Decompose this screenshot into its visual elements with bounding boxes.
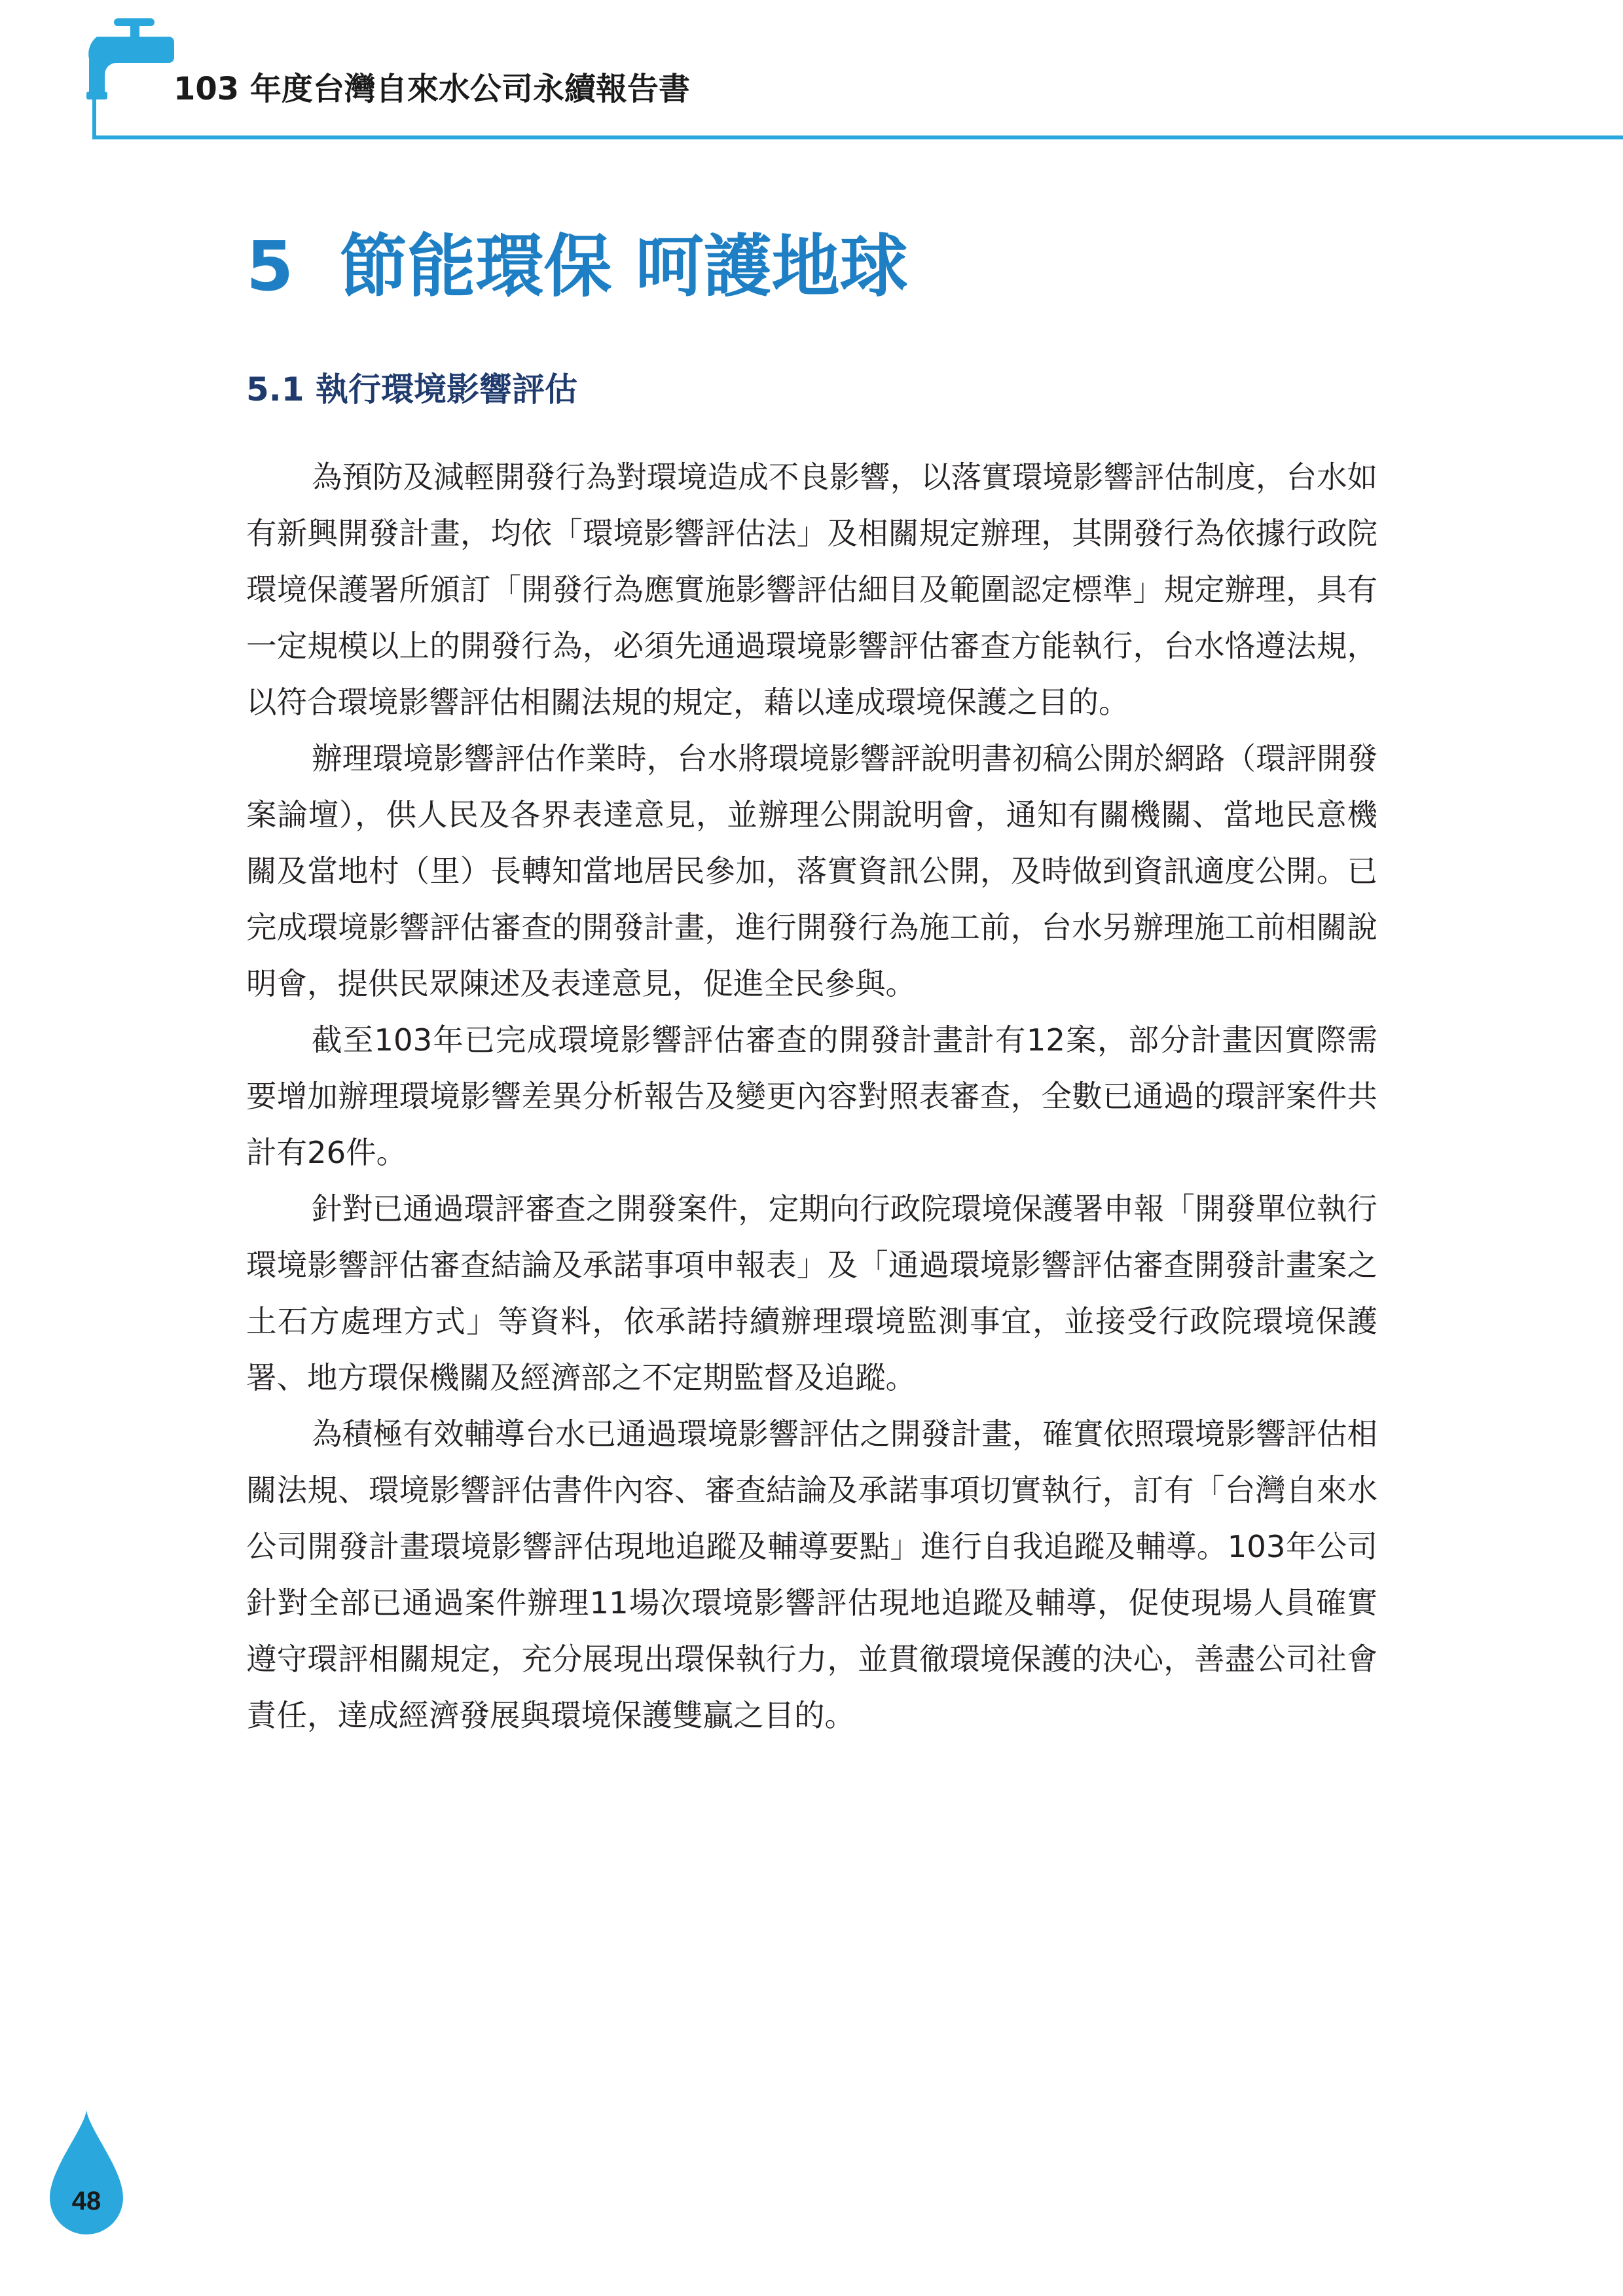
water-drop-icon — [50, 2110, 123, 2234]
paragraph: 針對已通過環評審查之開發案件，定期向行政院環境保護署申報「開發單位執行環境影響評估審查結論及承諾事項申報表」及「通過環境影響評估審查開發計畫案之土石方處理方式」等資料，依承諾持續辦理環境監測事宜，並接受行政院環境保護署、地方環保機關及經濟部之不定期監督及追蹤。 — [246, 1191, 1377, 1395]
section-title: 5.1 執行環境影響評估 — [246, 370, 577, 408]
paragraph: 為積極有效輔導台水已通過環境影響評估之開發計畫，確實依照環境影響評估相關法規、環境影響評估書件內容、審查結論及承諾事項切實執行，訂有「台灣自來水公司開發計畫環境影響評估現地追蹤及輔導要點」進行自我追蹤及輔導。103年公司針對全部已通過案件辦理11場次環境影響評估現地追蹤及輔導，促使現場人員確實遵守環評相關規定，充分展現出環保執行力，並貫徹環境保護的決心，善盡公司社會責任，達成經濟發展與環境保護雙贏之目的。 — [246, 1416, 1377, 1733]
chapter-title — [246, 226, 908, 306]
paragraph: 辦理環境影響評估作業時，台水將環境影響評說明書初稿公開於網路（環評開發案論壇），供人民及各界表達意見，並辦理公開說明會，通知有關機關、當地民意機關及當地村（里）長轉知當地居民參加，落實資訊公開，及時做到資訊適度公開。已完成環境影響評估審查的開發計畫，進行開發行為施工前，台水另辦理施工前相關說明會，提供民眾陳述及表達意見，促進全民參與。 — [246, 741, 1377, 1001]
page-number: 48 — [71, 2187, 101, 2215]
header-rule — [92, 135, 1623, 139]
chapter-number: 5 — [246, 226, 294, 306]
chapter-name: 節能環保 呵護地球 — [339, 226, 908, 306]
report-title: 103 年度台灣自來水公司永續報告書 — [173, 71, 690, 107]
paragraph: 為預防及減輕開發行為對環境造成不良影響，以落實環境影響評估制度，台水如有新興開發計畫，均依「環境影響評估法」及相關規定辦理，其開發行為依據行政院環境保護署所頒訂「開發行為應實施影響評估細目及範圍認定標準」規定辦理，具有一定規模以上的開發行為，必須先通過環境影響評估審查方能執行，台水恪遵法規，以符合環境影響評估相關法規的規定，藉以達成環境保護之目的。 — [246, 459, 1377, 720]
header-rule-vertical — [92, 79, 96, 139]
body-text — [246, 449, 1377, 1744]
paragraph: 截至103年已完成環境影響評估審查的開發計畫計有12案，部分計畫因實際需要增加辦理環境影響差異分析報告及變更內容對照表審查，全數已通過的環評案件共計有26件。 — [246, 1022, 1377, 1170]
